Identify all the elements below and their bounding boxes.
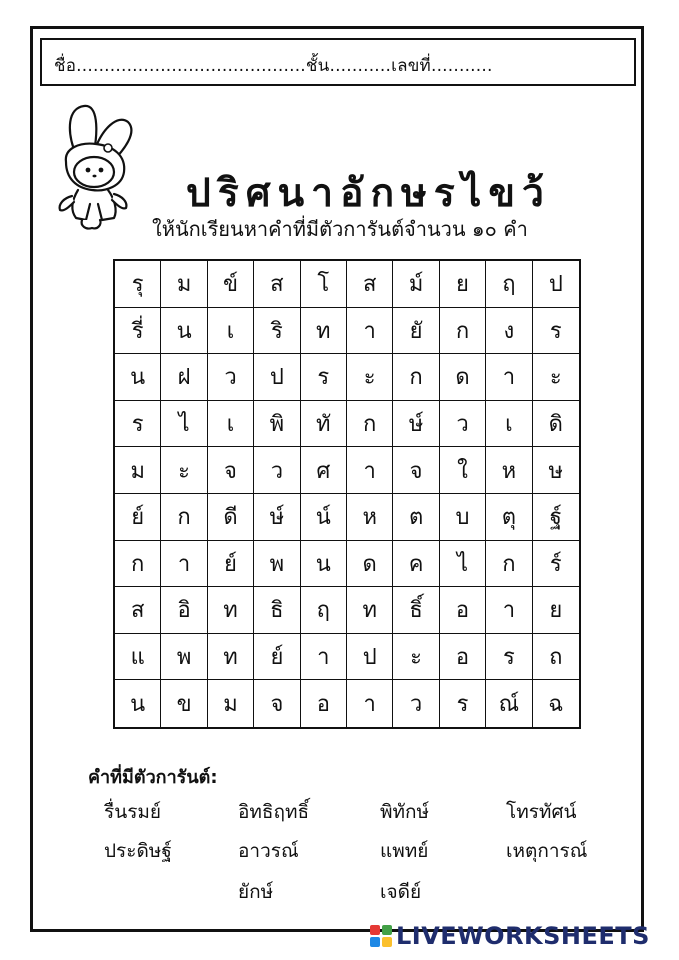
grid-cell[interactable]: ฤ <box>301 587 347 634</box>
grid-cell[interactable]: ด <box>347 541 393 588</box>
grid-cell[interactable]: ก <box>115 541 161 588</box>
logo-mark-square <box>370 925 380 935</box>
grid-cell[interactable]: โ <box>301 261 347 308</box>
logo-mark-square <box>382 925 392 935</box>
grid-cell[interactable]: ท <box>301 308 347 355</box>
grid-cell[interactable]: พ <box>161 634 207 681</box>
grid-cell[interactable]: แ <box>115 634 161 681</box>
grid-cell[interactable]: ม์ <box>393 261 439 308</box>
grid-cell[interactable]: ร <box>486 634 532 681</box>
grid-cell[interactable]: ว <box>440 401 486 448</box>
grid-cell[interactable]: ว <box>208 354 254 401</box>
grid-cell[interactable]: รี่ <box>115 308 161 355</box>
grid-cell[interactable]: ม <box>208 680 254 727</box>
word-list-item: รื่นรมย์ <box>104 801 162 823</box>
grid-cell[interactable]: า <box>301 634 347 681</box>
word-list-item: เหตุการณ์ <box>506 840 588 862</box>
grid-cell[interactable]: ค <box>393 541 439 588</box>
word-list-item: แพทย์ <box>380 840 429 862</box>
page-title: ปริศนาอักษรไขว้ <box>186 171 551 216</box>
grid-cell[interactable]: ข์ <box>208 261 254 308</box>
grid-cell[interactable]: ป <box>254 354 300 401</box>
grid-cell[interactable]: ก <box>393 354 439 401</box>
grid-cell[interactable]: า <box>347 680 393 727</box>
grid-cell[interactable]: ป <box>533 261 579 308</box>
grid-cell[interactable]: เ <box>208 308 254 355</box>
word-list-item: พิทักษ์ <box>380 801 430 823</box>
grid-cell[interactable]: ย <box>440 261 486 308</box>
grid-cell[interactable]: ริ <box>254 308 300 355</box>
grid-cell[interactable]: ดิ <box>533 401 579 448</box>
grid-cell[interactable]: ถ <box>533 634 579 681</box>
grid-cell[interactable]: ไ <box>161 401 207 448</box>
logo-mark-icon <box>370 925 392 947</box>
instructions: ให้นักเรียนหาคำที่มีตัวการันต์จำนวน ๑๐ คำ <box>152 217 528 241</box>
grid-cell[interactable]: ร์ <box>533 541 579 588</box>
grid-cell[interactable]: ก <box>161 494 207 541</box>
grid-cell[interactable]: ตุ <box>486 494 532 541</box>
grid-cell[interactable]: ข <box>161 680 207 727</box>
student-info-line[interactable]: ชื่อ.........................................ชั้น...........เลขที่........... <box>54 56 493 76</box>
grid-cell[interactable]: ษ์ <box>393 401 439 448</box>
word-list-item: อาวรณ์ <box>238 840 299 862</box>
grid-cell[interactable]: ะ <box>347 354 393 401</box>
grid-cell[interactable]: ษ์ <box>254 494 300 541</box>
grid-cell[interactable]: รุ <box>115 261 161 308</box>
grid-cell[interactable]: ท <box>208 587 254 634</box>
grid-cell[interactable]: ย <box>533 587 579 634</box>
grid-cell[interactable]: ฉ <box>548 692 564 718</box>
grid-cell[interactable]: อิ <box>161 587 207 634</box>
grid-cell[interactable]: ณ์ <box>486 680 532 727</box>
grid-cell[interactable]: ธิ <box>254 587 300 634</box>
grid-cell[interactable]: ษ <box>533 447 579 494</box>
grid-cell[interactable]: ธิ์ <box>393 587 439 634</box>
grid-cell[interactable]: า <box>347 308 393 355</box>
grid-cell[interactable]: น <box>115 354 161 401</box>
word-list-item: ประดิษฐ์ <box>104 840 172 862</box>
grid-cell[interactable]: ย์ <box>115 494 161 541</box>
grid-cell[interactable]: พ <box>254 541 300 588</box>
liveworksheets-logo[interactable] <box>370 920 650 952</box>
grid-cell[interactable]: ม <box>115 447 161 494</box>
grid-cell[interactable]: เ <box>486 401 532 448</box>
logo-mark-square <box>382 937 392 947</box>
grid-cell[interactable]: ะ <box>161 447 207 494</box>
grid-cell[interactable]: ไ <box>440 541 486 588</box>
grid-cell[interactable]: ท <box>208 634 254 681</box>
grid-cell[interactable]: ฝ <box>161 354 207 401</box>
grid-cell[interactable]: ฐ์ <box>533 494 579 541</box>
grid-cell[interactable]: น <box>115 680 161 727</box>
grid-cell[interactable]: ะ <box>393 634 439 681</box>
grid-cell[interactable]: น์ <box>301 494 347 541</box>
grid-cell[interactable]: า <box>486 587 532 634</box>
grid-cell[interactable]: พิ <box>254 401 300 448</box>
grid-cell[interactable]: ดี <box>208 494 254 541</box>
grid-cell[interactable]: ก <box>486 541 532 588</box>
grid-cell[interactable]: ร <box>440 680 486 727</box>
grid-cell[interactable]: ร <box>301 354 347 401</box>
grid-cell[interactable]: ส <box>347 261 393 308</box>
grid-cell[interactable]: ย์ <box>254 634 300 681</box>
grid-cell[interactable]: ว <box>254 447 300 494</box>
grid-cell[interactable]: น <box>301 541 347 588</box>
grid-cell[interactable]: อ <box>440 587 486 634</box>
grid-cell[interactable]: ส <box>254 261 300 308</box>
grid-cell[interactable]: ศ <box>301 447 347 494</box>
word-list-heading: คำที่มีตัวการันต์: <box>88 767 218 788</box>
grid-cell[interactable]: ห <box>347 494 393 541</box>
grid-cell[interactable]: า <box>347 447 393 494</box>
grid-cell[interactable]: บ <box>440 494 486 541</box>
grid-cell[interactable]: ต <box>393 494 439 541</box>
grid-cell[interactable]: ยั <box>393 308 439 355</box>
logo-mark-square <box>370 937 380 947</box>
grid-cell[interactable]: ใ <box>440 447 486 494</box>
grid-cell[interactable]: ทั <box>301 401 347 448</box>
grid-cell[interactable]: ก <box>440 308 486 355</box>
grid-cell[interactable]: ว <box>393 680 439 727</box>
grid-cell[interactable]: เ <box>208 401 254 448</box>
grid-cell[interactable]: จ <box>393 447 439 494</box>
word-list-item: อิทธิฤทธิ์ <box>238 801 310 823</box>
grid-cell[interactable]: ส <box>115 587 161 634</box>
grid-cell[interactable]: ร <box>533 308 579 355</box>
word-list-item: ยักษ์ <box>238 881 274 903</box>
grid-cell[interactable]: า <box>486 354 532 401</box>
mascot-icon <box>46 100 146 240</box>
student-info-box <box>40 38 636 86</box>
word-list-item: โทรทัศน์ <box>506 801 577 823</box>
grid-cell[interactable]: ห <box>486 447 532 494</box>
grid-cell[interactable]: ก <box>347 401 393 448</box>
logo-text: LIVEWORKSHEETS <box>396 922 650 950</box>
grid-cell[interactable]: ะ <box>533 354 579 401</box>
grid-cell[interactable]: ด <box>440 354 486 401</box>
word-list-item: เจดีย์ <box>380 881 422 903</box>
grid-cell[interactable]: น <box>161 308 207 355</box>
grid-cell[interactable]: ง <box>486 308 532 355</box>
grid-cell[interactable]: ป <box>347 634 393 681</box>
grid-cell[interactable]: อ <box>440 634 486 681</box>
grid-cell[interactable]: ร <box>115 401 161 448</box>
grid-cell[interactable]: อ <box>301 680 347 727</box>
grid-cell[interactable]: จ <box>208 447 254 494</box>
grid-cell[interactable]: า <box>161 541 207 588</box>
grid-cell[interactable]: ฤ <box>486 261 532 308</box>
grid-cell[interactable]: ม <box>161 261 207 308</box>
grid-cell[interactable]: จ <box>254 680 300 727</box>
word-search-grid <box>113 259 581 729</box>
grid-cell[interactable]: ท <box>347 587 393 634</box>
grid-cell[interactable]: ย์ <box>208 541 254 588</box>
